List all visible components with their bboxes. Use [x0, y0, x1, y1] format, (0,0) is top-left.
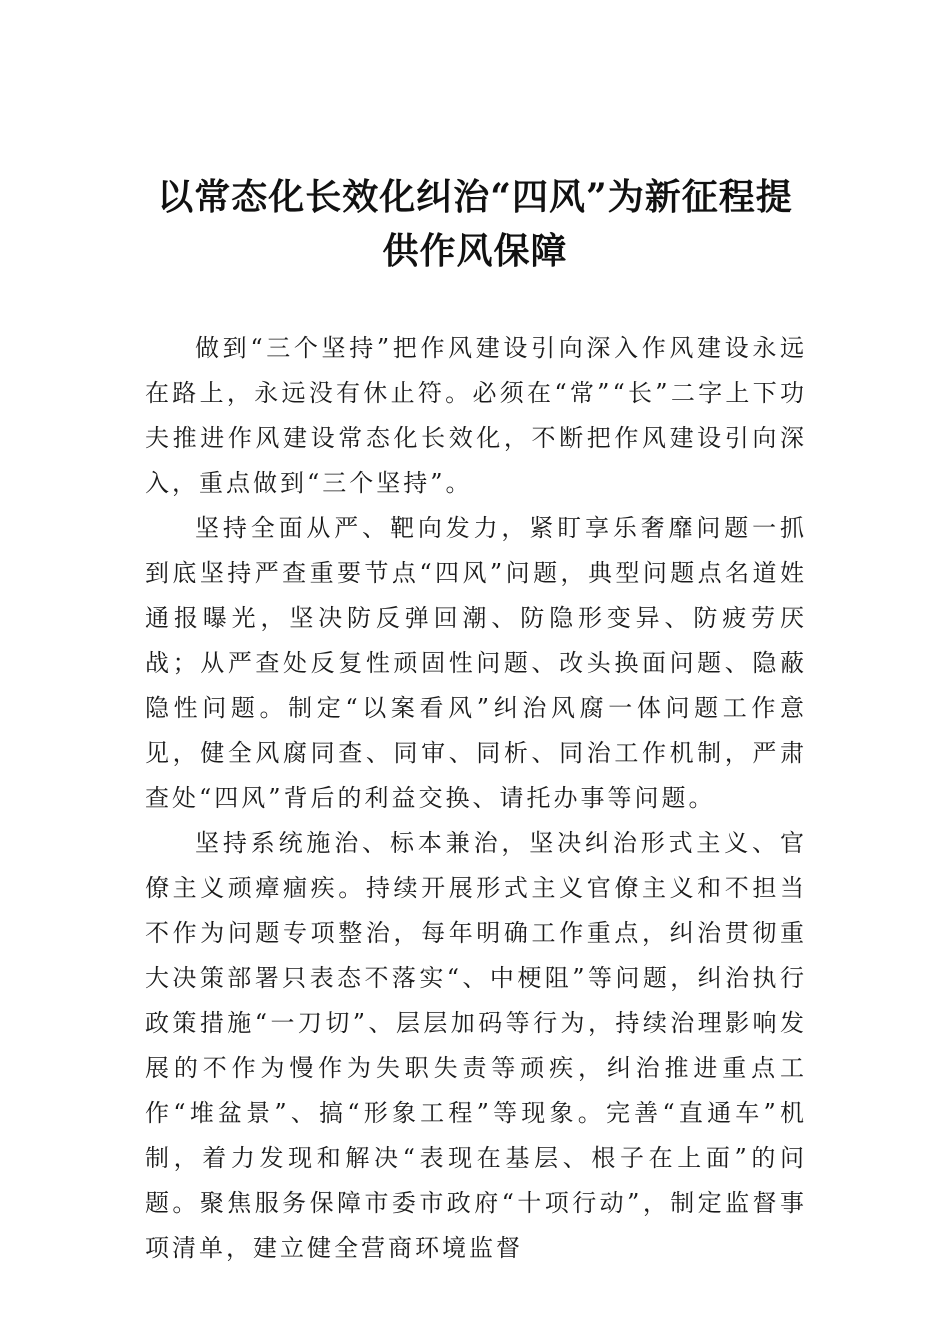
- document-title: 以常态化长效化纠治“四风”为新征程提供作风保障: [157, 176, 793, 272]
- paragraph-first-persistence: 坚持全面从严、靶向发力，紧盯享乐奢靡问题一抓到底坚持严查重要节点“四风”问题，典型问题点名道姓通报曝光，坚决防反弹回潮、防隐形变异、防疲劳厌战；从严查处反复性顽固性问题、改头换面问题、隐蔽隐性问题。制定“以案看风”纠治风腐一体问题工作意见，健全风腐同查、同审、同析、同治工作机制，严肃查处“四风”背后的利益交换、请托办事等问题。: [145, 514, 807, 812]
- paragraph-intro: 做到“三个坚持”把作风建设引向深入作风建设永远在路上，永远没有休止符。必须在“常”“长”二字上下功夫推进作风建设常态化长效化，不断把作风建设引向深入，重点做到“三个坚持”。: [145, 334, 807, 497]
- document-body: [145, 326, 807, 1271]
- paragraph-second-persistence: 坚持系统施治、标本兼治，坚决纠治形式主义、官僚主义顽瘴痼疾。持续开展形式主义官僚主义和不担当不作为问题专项整治，每年明确工作重点，纠治贯彻重大决策部署只表态不落实“、中梗阻”等问题，纠治执行政策措施“一刀切”、层层加码等行为，持续治理影响发展的不作为慢作为失职失责等顽疾，纠治推进重点工作“堆盆景”、搞“形象工程”等现象。完善“直通车”机制，着力发现和解决“表现在基层、根子在上面”的问题。聚焦服务保障市委市政府“十项行动”，制定监督事项清单，建立健全营商环境监督: [145, 829, 807, 1262]
